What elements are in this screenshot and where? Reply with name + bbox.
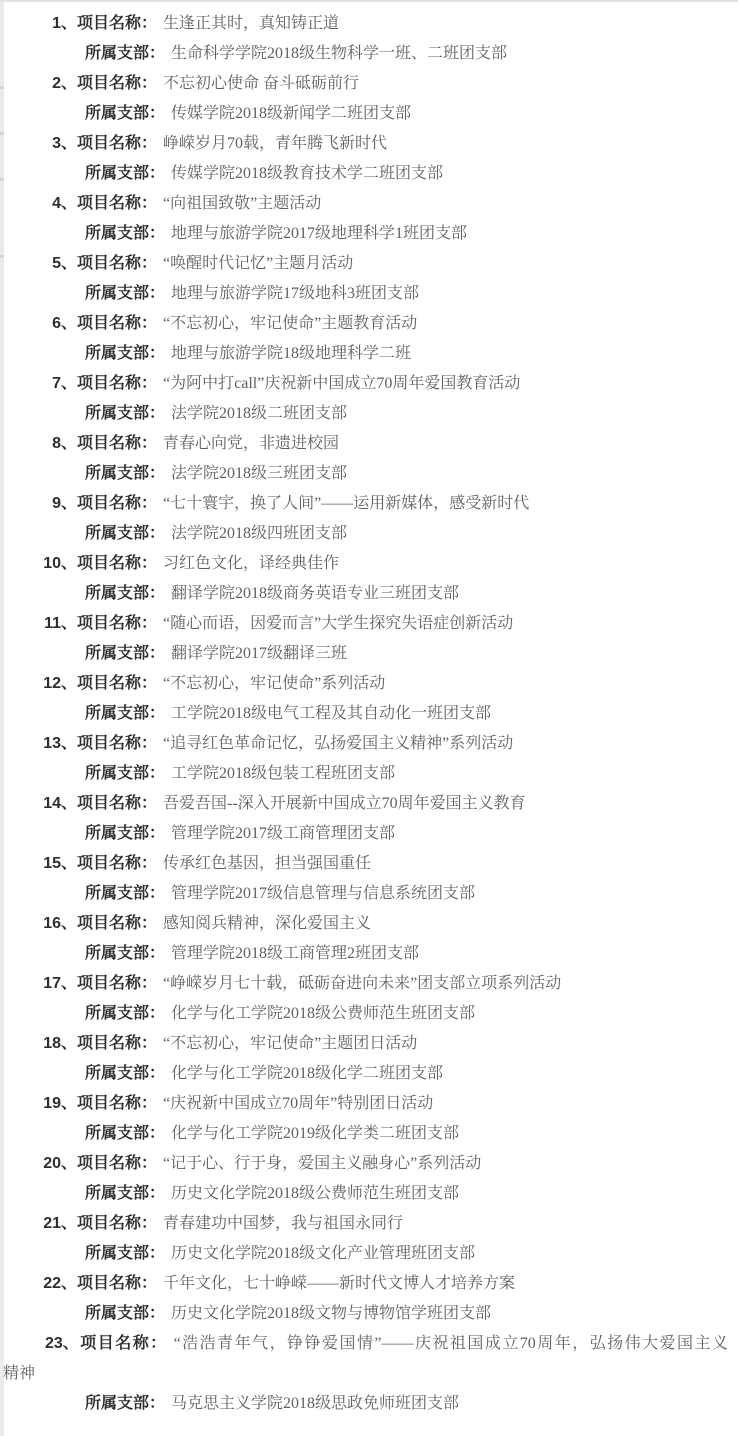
branch-line	[0, 1239, 738, 1269]
list-item	[0, 249, 738, 309]
item-number: 15、	[43, 855, 77, 872]
project-name-value: “向祖国致敬”主题活动	[163, 195, 322, 212]
branch-label: 所属支部：	[85, 1065, 166, 1082]
project-name-line	[0, 849, 738, 879]
project-name-line	[0, 729, 738, 759]
project-name-value: “唤醒时代记忆”主题月活动	[163, 255, 354, 272]
branch-line	[0, 39, 738, 69]
project-name-line	[0, 189, 738, 219]
item-number: 16、	[43, 915, 77, 932]
branch-label: 所属支部：	[85, 1305, 166, 1322]
project-name-label: 项目名称：	[77, 1275, 158, 1292]
project-name-label: 项目名称：	[77, 735, 158, 752]
branch-label: 所属支部：	[85, 1245, 166, 1262]
branch-value: 历史文化学院2018级文化产业管理班团支部	[171, 1245, 476, 1262]
list-item	[0, 1329, 738, 1419]
branch-line	[0, 879, 738, 909]
item-number: 2、	[52, 75, 77, 92]
branch-line	[0, 1299, 738, 1329]
branch-value: 管理学院2017级信息管理与信息系统团支部	[171, 885, 476, 902]
branch-value: 翻译学院2018级商务英语专业三班团支部	[171, 585, 460, 602]
project-list	[0, 2, 738, 1419]
project-name-line	[0, 309, 738, 339]
branch-label: 所属支部：	[85, 45, 166, 62]
project-name-value: 峥嵘岁月70载，青年腾飞新时代	[163, 135, 388, 152]
branch-line	[0, 1179, 738, 1209]
project-name-value: 青春建功中国梦，我与祖国永同行	[163, 1215, 404, 1232]
branch-line	[0, 1119, 738, 1149]
project-name-line	[0, 69, 738, 99]
item-number: 11、	[44, 615, 77, 632]
project-name-line	[0, 909, 738, 939]
branch-value: 法学院2018级二班团支部	[171, 405, 348, 422]
item-number: 13、	[43, 735, 77, 752]
item-number: 19、	[43, 1095, 77, 1112]
list-item	[0, 369, 738, 429]
project-name-label: 项目名称：	[77, 675, 158, 692]
list-item	[0, 1269, 738, 1329]
item-number: 1、	[52, 15, 77, 32]
list-item	[0, 69, 738, 129]
list-item	[0, 549, 738, 609]
branch-line	[0, 579, 738, 609]
item-number: 9、	[52, 495, 77, 512]
project-name-value: 青春心向党，非遗进校园	[163, 435, 340, 452]
branch-value: 法学院2018级三班团支部	[171, 465, 348, 482]
branch-label: 所属支部：	[85, 465, 166, 482]
project-name-value: 生逢正其时，真知铸正道	[163, 15, 340, 32]
branch-label: 所属支部：	[85, 285, 166, 302]
branch-line	[0, 639, 738, 669]
project-name-line	[0, 429, 738, 459]
project-name-value: 习红色文化，译经典佳作	[163, 555, 340, 572]
project-name-label: 项目名称：	[77, 615, 158, 632]
branch-line	[0, 819, 738, 849]
project-name-line	[0, 549, 738, 579]
branch-value: 马克思主义学院2018级思政免师班团支部	[171, 1395, 460, 1412]
project-name-line	[0, 129, 738, 159]
branch-label: 所属支部：	[85, 105, 166, 122]
branch-value: 生命科学学院2018级生物科学一班、二班团支部	[171, 45, 508, 62]
branch-value: 工学院2018级包装工程班团支部	[171, 765, 396, 782]
branch-label: 所属支部：	[85, 945, 166, 962]
branch-label: 所属支部：	[85, 585, 166, 602]
branch-value: 传媒学院2018级新闻学二班团支部	[171, 105, 412, 122]
item-number: 12、	[43, 675, 77, 692]
project-name-value: “浩浩青年气，铮铮爱国情”——庆祝祖国成立70周年，弘扬伟大爱国主义	[173, 1335, 728, 1352]
branch-line	[0, 999, 738, 1029]
project-name-line	[0, 969, 738, 999]
branch-value: 传媒学院2018级教育技术学二班团支部	[171, 165, 444, 182]
project-name-value: 吾爱吾国--深入开展新中国成立70周年爱国主义教育	[163, 795, 526, 812]
branch-label: 所属支部：	[85, 885, 166, 902]
branch-value: 历史文化学院2018级公费师范生班团支部	[171, 1185, 460, 1202]
branch-line	[0, 939, 738, 969]
branch-value: 化学与化工学院2018级化学二班团支部	[171, 1065, 444, 1082]
branch-label: 所属支部：	[85, 225, 166, 242]
project-name-label: 项目名称：	[77, 1155, 158, 1172]
project-name-value: 千年文化，七十峥嵘——新时代文博人才培养方案	[163, 1275, 516, 1292]
list-item	[0, 1209, 738, 1269]
project-name-label: 项目名称：	[77, 495, 158, 512]
branch-label: 所属支部：	[85, 1395, 166, 1412]
project-name-label: 项目名称：	[77, 315, 158, 332]
branch-line	[0, 699, 738, 729]
branch-value: 翻译学院2017级翻译三班	[171, 645, 348, 662]
project-name-line	[0, 249, 738, 279]
branch-value: 管理学院2017级工商管理团支部	[171, 825, 396, 842]
list-item	[0, 129, 738, 189]
list-item	[0, 489, 738, 549]
branch-line	[0, 759, 738, 789]
project-name-label: 项目名称：	[78, 1335, 168, 1352]
project-name-overflow-line	[0, 1359, 738, 1389]
project-name-value: “庆祝新中国成立70周年”特别团日活动	[163, 1095, 434, 1112]
project-name-label: 项目名称：	[77, 15, 158, 32]
branch-label: 所属支部：	[85, 825, 166, 842]
item-number: 8、	[52, 435, 77, 452]
branch-label: 所属支部：	[85, 1005, 166, 1022]
list-item	[0, 1029, 738, 1089]
project-name-value: “不忘初心，牢记使命”主题团日活动	[163, 1035, 418, 1052]
branch-line	[0, 279, 738, 309]
project-name-label: 项目名称：	[77, 195, 158, 212]
item-number: 3、	[52, 135, 77, 152]
project-name-label: 项目名称：	[77, 555, 158, 572]
branch-line	[0, 399, 738, 429]
branch-label: 所属支部：	[85, 705, 166, 722]
list-item	[0, 1149, 738, 1209]
branch-label: 所属支部：	[85, 345, 166, 362]
project-name-label: 项目名称：	[77, 435, 158, 452]
list-item	[0, 9, 738, 69]
item-number: 6、	[52, 315, 77, 332]
list-item	[0, 729, 738, 789]
item-number: 4、	[52, 195, 77, 212]
project-name-line	[0, 1149, 738, 1179]
project-name-label: 项目名称：	[77, 915, 158, 932]
list-item	[0, 609, 738, 669]
item-number: 22、	[43, 1275, 77, 1292]
branch-value: 化学与化工学院2019级化学类二班团支部	[171, 1125, 460, 1142]
branch-line	[0, 1059, 738, 1089]
branch-line	[0, 459, 738, 489]
project-name-line	[0, 1209, 738, 1239]
branch-value: 地理与旅游学院17级地科3班团支部	[171, 285, 420, 302]
project-name-label: 项目名称：	[77, 1035, 158, 1052]
list-item	[0, 309, 738, 369]
item-number: 21、	[43, 1215, 77, 1232]
project-name-value: “峥嵘岁月七十载，砥砺奋进向未来”团支部立项系列活动	[163, 975, 562, 992]
project-name-value: “为阿中打call”庆祝新中国成立70周年爱国教育活动	[163, 375, 521, 392]
list-item	[0, 189, 738, 249]
project-name-line	[0, 489, 738, 519]
project-name-value: “追寻红色革命记忆，弘扬爱国主义精神”系列活动	[163, 735, 514, 752]
project-name-overflow: 精神	[3, 1365, 36, 1382]
project-name-line	[0, 789, 738, 819]
project-name-line	[0, 669, 738, 699]
project-name-label: 项目名称：	[77, 1095, 158, 1112]
item-number: 14、	[43, 795, 77, 812]
project-name-value: “七十寰宇，换了人间”——运用新媒体，感受新时代	[163, 495, 530, 512]
branch-value: 工学院2018级电气工程及其自动化一班团支部	[171, 705, 492, 722]
project-name-line	[0, 1089, 738, 1119]
branch-value: 地理与旅游学院18级地理科学二班	[171, 345, 412, 362]
project-name-value: 传承红色基因，担当强国重任	[163, 855, 372, 872]
item-number: 10、	[43, 555, 77, 572]
project-name-value: “记于心、行于身，爱国主义融身心”系列活动	[163, 1155, 482, 1172]
branch-label: 所属支部：	[85, 405, 166, 422]
item-number: 20、	[43, 1155, 77, 1172]
project-name-label: 项目名称：	[77, 975, 158, 992]
project-name-line	[0, 1029, 738, 1059]
list-item	[0, 789, 738, 849]
item-number: 5、	[52, 255, 77, 272]
branch-value: 管理学院2018级工商管理2班团支部	[171, 945, 420, 962]
project-name-label: 项目名称：	[77, 1215, 158, 1232]
branch-label: 所属支部：	[85, 645, 166, 662]
project-name-line	[0, 1269, 738, 1299]
branch-line	[0, 519, 738, 549]
item-number: 17、	[43, 975, 77, 992]
branch-label: 所属支部：	[85, 165, 166, 182]
project-name-label: 项目名称：	[77, 135, 158, 152]
project-name-value: “不忘初心，牢记使命”主题教育活动	[163, 315, 418, 332]
project-name-label: 项目名称：	[77, 255, 158, 272]
branch-label: 所属支部：	[85, 1185, 166, 1202]
project-name-label: 项目名称：	[77, 375, 158, 392]
project-name-line	[0, 369, 738, 399]
list-item	[0, 1089, 738, 1149]
branch-value: 化学与化工学院2018级公费师范生班团支部	[171, 1005, 476, 1022]
branch-label: 所属支部：	[85, 525, 166, 542]
project-name-value: “不忘初心，牢记使命”系列活动	[163, 675, 386, 692]
project-name-label: 项目名称：	[77, 75, 158, 92]
project-name-value: 不忘初心使命 奋斗砥砺前行	[163, 75, 360, 92]
list-item	[0, 969, 738, 1029]
branch-label: 所属支部：	[85, 765, 166, 782]
branch-line	[0, 219, 738, 249]
branch-value: 地理与旅游学院2017级地理科学1班团支部	[171, 225, 468, 242]
list-item	[0, 429, 738, 489]
project-name-value: “随心而语，因爱而言”大学生探究失语症创新活动	[163, 615, 514, 632]
branch-line	[0, 99, 738, 129]
item-number: 7、	[52, 375, 77, 392]
project-name-label: 项目名称：	[77, 795, 158, 812]
project-name-line	[0, 9, 738, 39]
item-number: 23、	[45, 1335, 79, 1352]
project-name-line	[0, 609, 738, 639]
list-item	[0, 909, 738, 969]
branch-value: 历史文化学院2018级文物与博物馆学班团支部	[171, 1305, 492, 1322]
list-item	[0, 849, 738, 909]
project-name-value: 感知阅兵精神，深化爱国主义	[163, 915, 372, 932]
item-number: 18、	[43, 1035, 77, 1052]
list-item	[0, 669, 738, 729]
branch-label: 所属支部：	[85, 1125, 166, 1142]
branch-line	[0, 1389, 738, 1419]
project-name-line	[45, 1329, 728, 1359]
branch-line	[0, 159, 738, 189]
branch-value: 法学院2018级四班团支部	[171, 525, 348, 542]
branch-line	[0, 339, 738, 369]
project-name-label: 项目名称：	[77, 855, 158, 872]
